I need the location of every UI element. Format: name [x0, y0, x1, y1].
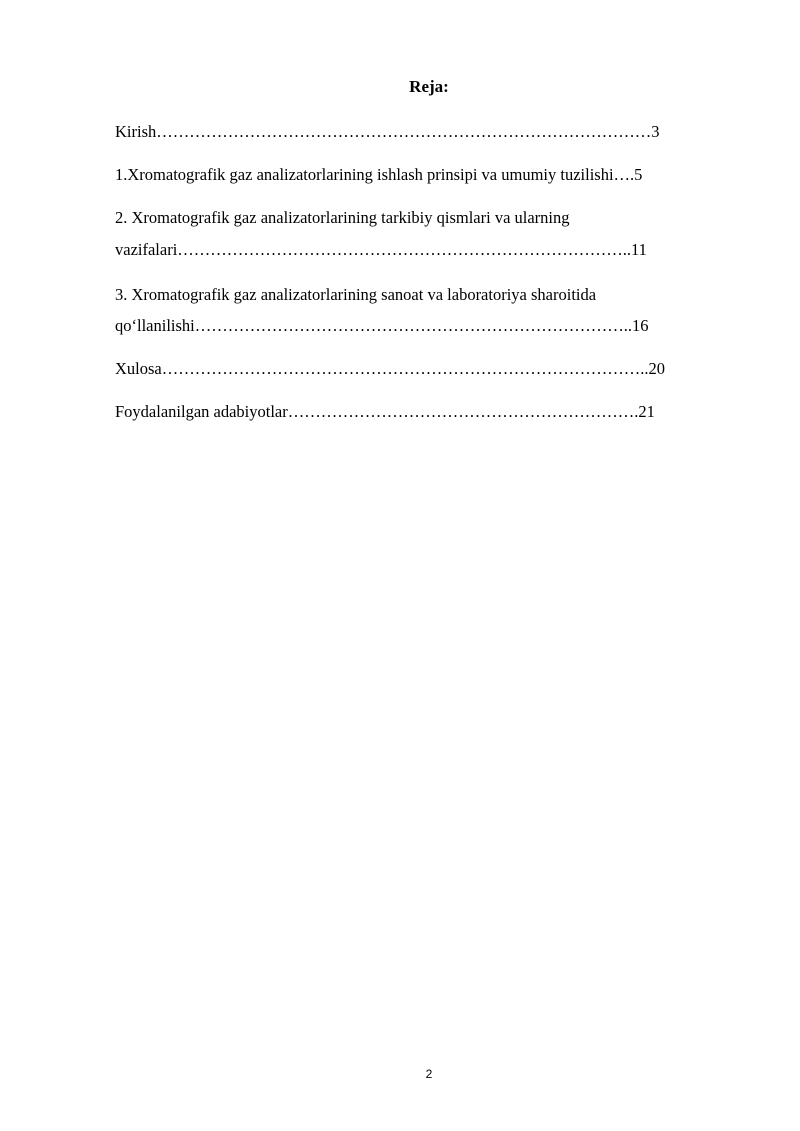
page-title: Reja:	[409, 77, 449, 96]
toc-entry-section-3-line-1: 3. Xromatografik gaz analizatorlarining sanoat va laboratoriya sharoitida	[115, 285, 597, 304]
page-number: 2	[425, 1067, 433, 1081]
toc-entry-conclusion: Xulosa……………………………………………………………………………..20	[115, 359, 665, 378]
toc-entry-section-2-line-2: vazifalari………………………………………………………………………..11	[115, 240, 647, 259]
toc-entry-section-2-line-1: 2. Xromatografik gaz analizatorlarining tarkibiy qismlari va ularning	[115, 208, 570, 227]
toc-entry-references: Foydalanilgan adabiyotlar……………………………………………………….21	[115, 402, 655, 421]
toc-entry-section-1: 1.Xromatografik gaz analizatorlarining ishlash prinsipi va umumiy tuzilishi….5	[115, 165, 643, 184]
toc-entry-section-3-line-2: qo‘llanilishi……………………………………………………………………..16	[115, 316, 649, 335]
toc-entry-introduction: Kirish………………………………………………………………………………3	[115, 122, 660, 141]
